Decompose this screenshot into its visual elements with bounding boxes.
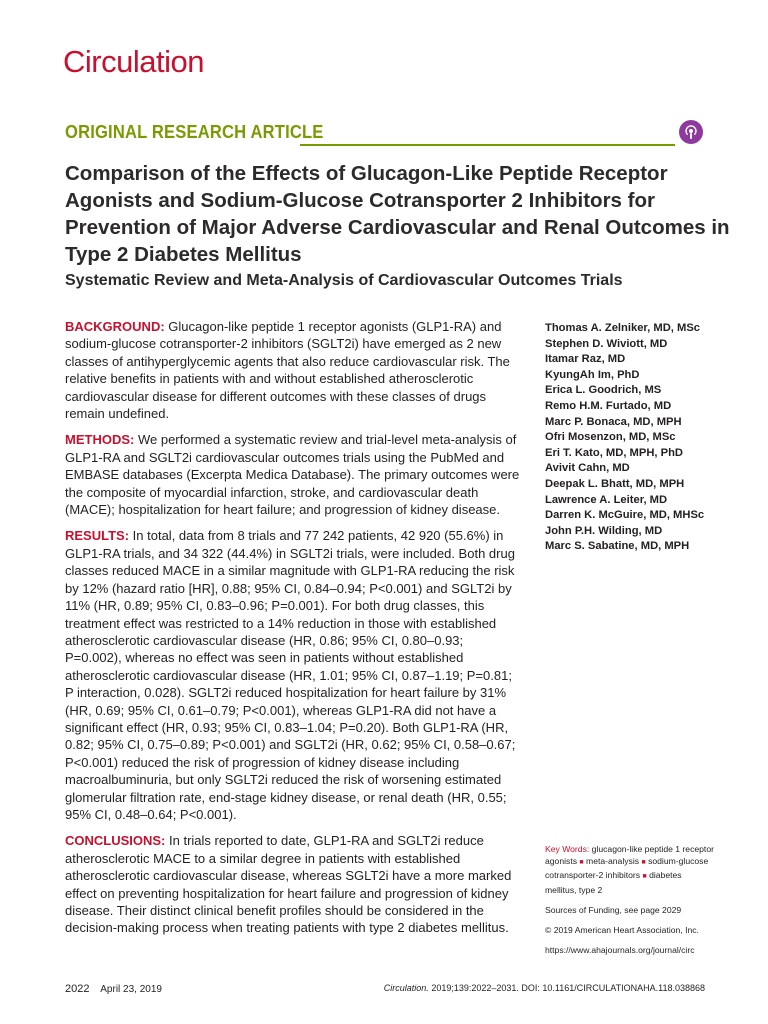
journal-url[interactable]: https://www.ahajournals.org/journal/circ	[545, 945, 695, 956]
keyword[interactable]: diabetes mellitus, type 2	[545, 870, 682, 895]
author[interactable]: Itamar Raz, MD	[545, 353, 626, 366]
author[interactable]: Marc P. Bonaca, MD, MPH	[545, 415, 682, 428]
author[interactable]: Remo H.M. Furtado, MD	[545, 399, 672, 412]
citation	[384, 983, 705, 993]
results-heading: RESULTS:	[65, 528, 130, 544]
citation-journal: Circulation.	[383, 983, 429, 993]
keywords	[545, 843, 715, 896]
podcast-icon[interactable]	[679, 120, 703, 144]
author[interactable]: KyungAh Im, PhD	[545, 368, 640, 381]
funding-note: Sources of Funding, see page 2029	[545, 904, 682, 915]
author[interactable]: Erica L. Goodrich, MS	[545, 384, 662, 397]
conclusions-text: In trials reported to date, GLP1-RA and SGLT2i reduce atherosclerotic MACE to a similar degree in patients with established atherosclerotic cardiovascular disease, whereas SGLT2i have a more marked effect on preventing hospitalization for heart failure and progression of kidney disease. Their distinct clinical benefit profiles should be considered in the decision-making process when treating patients with type 2 diabetes mellitus.	[65, 833, 512, 936]
section-label: ORIGINAL RESEARCH ARTICLE	[65, 122, 324, 142]
page-footer	[65, 983, 705, 995]
keyword-separator: ■	[579, 859, 584, 867]
background-text: Glucagon-like peptide 1 receptor agonists (GLP1-RA) and sodium-glucose cotransporter-2 inhibitors (SGLT2i) have emerged as 2 new classes of antihyperglycemic agents that also reduce cardiovascular risk. The relative benefits in patients with and without established atherosclerotic cardiovascular disease for different outcomes with these classes of drugs remain undefined.	[65, 319, 510, 422]
author[interactable]: Ofri Mosenzon, MD, MSc	[545, 431, 676, 444]
author[interactable]: Thomas A. Zelniker, MD, MSc	[545, 322, 701, 334]
abstract-results	[65, 527, 523, 823]
keywords-label: Key Words:	[545, 844, 590, 854]
author[interactable]: Marc S. Sabatine, MD, MPH	[545, 540, 690, 553]
article-title: Comparison of the Effects of Glucagon-Like Peptide Receptor Agonists and Sodium-Glucose Cotransporter 2 Inhibitors for Prevention of Major Adverse Cardiovascular and Renal Outcomes in Type 2 Diabetes Mellitus	[65, 162, 730, 266]
article-subtitle: Systematic Review and Meta-Analysis of Cardiovascular Outcomes Trials	[65, 272, 623, 289]
section-rule	[300, 144, 675, 146]
citation-details[interactable]: 2019;139:2022–2031. DOI: 10.1161/CIRCULATIONAHA.118.038868	[431, 983, 705, 993]
keyword[interactable]: glucagon-like peptide 1 receptor agonists	[545, 844, 714, 867]
author[interactable]: John P.H. Wilding, MD	[545, 524, 663, 537]
abstract-methods	[65, 431, 523, 518]
abstract-conclusions	[65, 832, 523, 936]
methods-heading: METHODS:	[65, 432, 135, 448]
conclusions-heading: CONCLUSIONS:	[65, 833, 166, 849]
copyright: © 2019 American Heart Association, Inc.	[545, 925, 699, 936]
journal-name: Circulation	[63, 44, 204, 79]
keyword-separator: ■	[641, 859, 646, 867]
background-heading: BACKGROUND:	[65, 319, 165, 334]
page-number: 2022	[65, 983, 90, 995]
keyword[interactable]: sodium-glucose cotransporter-2 inhibitors	[545, 856, 709, 881]
sidebar-footnotes	[545, 843, 715, 956]
keyword[interactable]: meta-analysis	[586, 856, 640, 867]
methods-text: We performed a systematic review and trial-level meta-analysis of GLP1-RA and SGLT2i cardiovascular outcomes trials using the PubMed and EMBASE databases (Excerpta Medica Database). The primary outcomes were the composite of myocardial infarction, stroke, and cardiovascular death (MACE); hospitalization for heart failure; and progression of kidney disease.	[65, 432, 520, 518]
results-text: In total, data from 8 trials and 77 242 patients, 42 920 (55.6%) in GLP1-RA trials, and 34 322 (44.4%) in SGLT2i trials, were included. Both drug classes reduced MACE in a similar magnitude with GLP1-RA reducing the risk by 12% (hazard ratio [HR], 0.88; 95% CI, 0.84–0.94; P<0.001) and SGLT2i by 11% (HR, 0.89; 95% CI, 0.83–0.96; P=0.001). For both drug classes, this treatment effect was restricted to a 14% reduction in those with established atherosclerotic cardiovascular disease (HR, 0.86; 95% CI, 0.80–0.93; P=0.002), whereas no effect was seen in patients without established atherosclerotic cardiovascular disease (HR, 1.01; 95% CI, 0.87–1.19; P=0.81; P interaction, 0.028). SGLT2i reduced hospitalization for heart failure by 31% (HR, 0.69; 95% CI, 0.61–0.79; P<0.001), whereas GLP1-RA did not have a significant effect (HR, 0.93; 95% CI, 0.83–1.04; P=0.20). Both GLP1-RA (HR, 0.82; 95% CI, 0.75–0.89; P<0.001) and SGLT2i (HR, 0.62; 95% CI, 0.58–0.67; P<0.001) reduced the risk of progression of kidney disease including macroalbuminuria, but only SGLT2i reduced the risk of worsening estimated glomerular filtration rate, end-stage kidney disease, or renal death (HR, 0.55; 95% CI, 0.48–0.64; P<0.001).	[65, 528, 516, 822]
author[interactable]: Stephen D. Wiviott, MD	[545, 337, 668, 350]
author[interactable]: Darren K. McGuire, MD, MHSc	[545, 509, 705, 522]
keyword-separator: ■	[642, 873, 647, 881]
author[interactable]: Deepak L. Bhatt, MD, MPH	[545, 477, 685, 490]
author-list	[545, 321, 715, 555]
author[interactable]: Lawrence A. Leiter, MD	[545, 493, 668, 506]
author[interactable]: Avivit Cahn, MD	[545, 462, 630, 475]
abstract	[65, 318, 523, 946]
author[interactable]: Eri T. Kato, MD, MPH, PhD	[545, 446, 683, 459]
publication-date: April 23, 2019	[100, 984, 162, 995]
abstract-background	[65, 318, 523, 422]
